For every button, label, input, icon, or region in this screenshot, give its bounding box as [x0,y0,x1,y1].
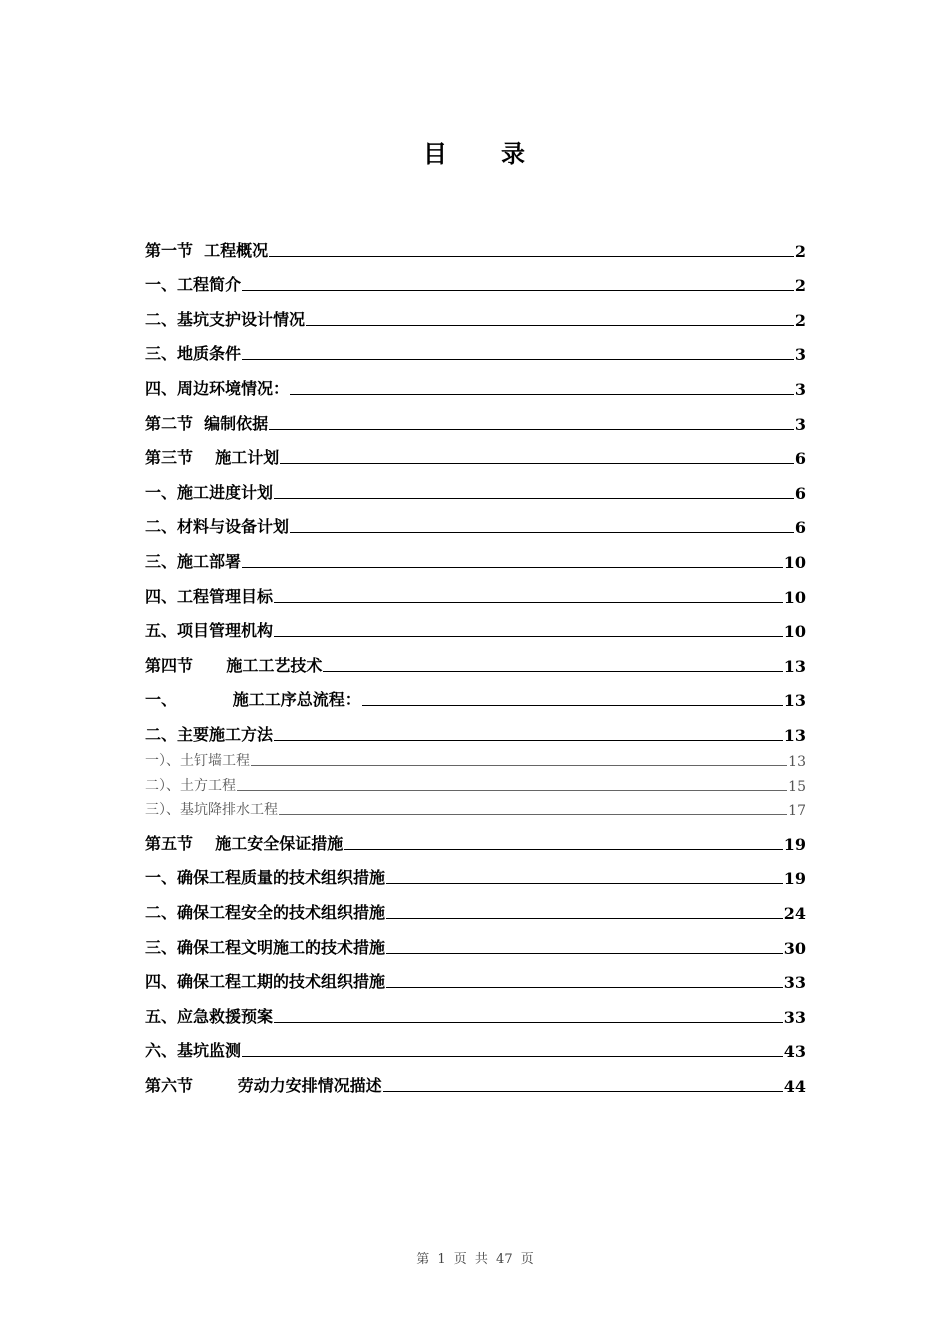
toc-entry-page: 6 [794,483,806,503]
toc-entry[interactable] [145,261,806,296]
toc-leader-line [274,601,783,603]
toc-entry[interactable] [145,607,806,642]
toc-entry[interactable] [145,399,806,434]
title-char-2: 录 [501,139,527,168]
toc-entry[interactable] [145,710,806,745]
toc-entry[interactable] [145,226,806,261]
toc-entry[interactable] [145,745,806,770]
toc-leader-line [242,1055,783,1057]
toc-leader-line [274,497,794,499]
toc-entry[interactable] [145,295,806,330]
toc-entry-text: 第五节 施工安全保证措施 [145,833,344,853]
toc-leader-line [290,393,794,395]
toc-entry-text: 二、主要施工方法 [145,724,274,744]
toc-entry-page: 13 [783,656,806,676]
toc-entry-text: 第三节 施工计划 [145,448,280,468]
toc-entry-text: 四、周边环境情况： [145,378,290,398]
title-char-1: 目 [423,139,449,168]
toc-entry-text: 三、确保工程文明施工的技术措施 [145,937,386,957]
toc-entry[interactable] [145,330,806,365]
toc-entry-page: 17 [788,803,806,820]
toc-entry-page: 19 [783,834,806,854]
toc-leader-line [290,531,794,533]
toc-entry-text: 四、工程管理目标 [145,586,274,606]
toc-entry[interactable] [145,641,806,676]
toc-entry-text: 四、确保工程工期的技术组织措施 [145,972,386,992]
toc-entry-page: 3 [794,414,806,434]
toc-leader-line [242,358,794,360]
toc-leader-line [386,952,783,954]
toc-leader-line [274,635,783,637]
page-title [0,134,950,169]
toc-entry[interactable] [145,1061,806,1096]
toc-leader-line [237,789,787,791]
toc-leader-line [274,1021,783,1023]
toc-entry-page: 2 [794,310,806,330]
toc-entry-text: 五、应急救援预案 [145,1006,274,1026]
toc-entry-page: 6 [794,518,806,538]
toc-entry[interactable] [145,795,806,820]
toc-entry-text: 三、地质条件 [145,344,242,364]
toc-entry-page: 3 [794,379,806,399]
toc-entry-page: 13 [783,691,806,711]
toc-entry-text: 一）、土钉墙工程 [145,752,250,769]
toc-entry-text: 一、工程简介 [145,275,242,295]
toc-entry-page: 13 [783,725,806,745]
toc-leader-line [323,670,782,672]
toc-entry-page: 2 [794,241,806,261]
toc-entry[interactable] [145,819,806,854]
toc-entry-text: 五、项目管理机构 [145,621,274,641]
toc-entry-page: 33 [783,973,806,993]
toc-entry[interactable] [145,676,806,711]
toc-leader-line [279,813,787,815]
toc-entry-text: 一、施工进度计划 [145,482,274,502]
toc-entry[interactable] [145,1027,806,1062]
toc-entry-page: 44 [783,1077,806,1097]
toc-leader-line [269,428,794,430]
toc-entry[interactable] [145,992,806,1027]
toc-entry-page: 24 [783,904,806,924]
toc-entry-text: 第四节 施工工艺技术 [145,655,323,675]
toc-leader-line [386,882,783,884]
toc-entry-text: 二、基坑支护设计情况 [145,309,306,329]
toc-leader-line [242,566,783,568]
toc-leader-line [280,462,794,464]
toc-entry-text: 六、基坑监测 [145,1041,242,1061]
toc-leader-line [386,986,783,988]
toc-leader-line [306,324,794,326]
toc-leader-line [269,255,794,257]
toc-entry[interactable] [145,572,806,607]
toc-entry-page: 30 [783,938,806,958]
toc-entry-text: 一、 施工工序总流程： [145,690,361,710]
toc-entry[interactable] [145,958,806,993]
toc-leader-line [383,1090,783,1092]
toc-leader-line [242,289,794,291]
toc-leader-line [251,764,787,766]
toc-entry-page: 43 [783,1042,806,1062]
toc-entry[interactable] [145,854,806,889]
toc-entry[interactable] [145,888,806,923]
toc-entry[interactable] [145,468,806,503]
toc-leader-line [274,739,783,741]
toc-entry-page: 15 [788,778,806,795]
toc-entry-page: 19 [783,869,806,889]
toc-entry-page: 10 [783,552,806,572]
toc-leader-line [362,704,783,706]
toc-entry[interactable] [145,364,806,399]
table-of-contents [145,226,806,1096]
toc-entry-text: 二、材料与设备计划 [145,517,290,537]
toc-entry-text: 第二节 编制依据 [145,413,269,433]
toc-entry-page: 10 [783,622,806,642]
toc-leader-line [344,848,782,850]
toc-entry-text: 一、确保工程质量的技术组织措施 [145,868,386,888]
toc-entry-text: 第一节 工程概况 [145,240,269,260]
toc-entry-page: 10 [783,587,806,607]
toc-entry-page: 3 [794,345,806,365]
toc-entry[interactable] [145,434,806,469]
toc-entry-page: 6 [794,449,806,469]
page-footer: 第 1 页 共 47 页 [416,1252,534,1267]
toc-entry-text: 三、施工部署 [145,551,242,571]
toc-entry[interactable] [145,923,806,958]
toc-entry[interactable] [145,770,806,795]
toc-entry-page: 2 [794,276,806,296]
toc-entry[interactable] [145,537,806,572]
toc-entry-text: 二）、土方工程 [145,777,236,794]
toc-entry-page: 33 [783,1007,806,1027]
toc-leader-line [386,917,783,919]
toc-entry[interactable] [145,503,806,538]
toc-entry-text: 三）、基坑降排水工程 [145,802,278,819]
toc-entry-text: 二、确保工程安全的技术组织措施 [145,903,386,923]
toc-entry-text: 第六节 劳动力安排情况描述 [145,1076,382,1096]
toc-entry-page: 13 [788,753,806,770]
